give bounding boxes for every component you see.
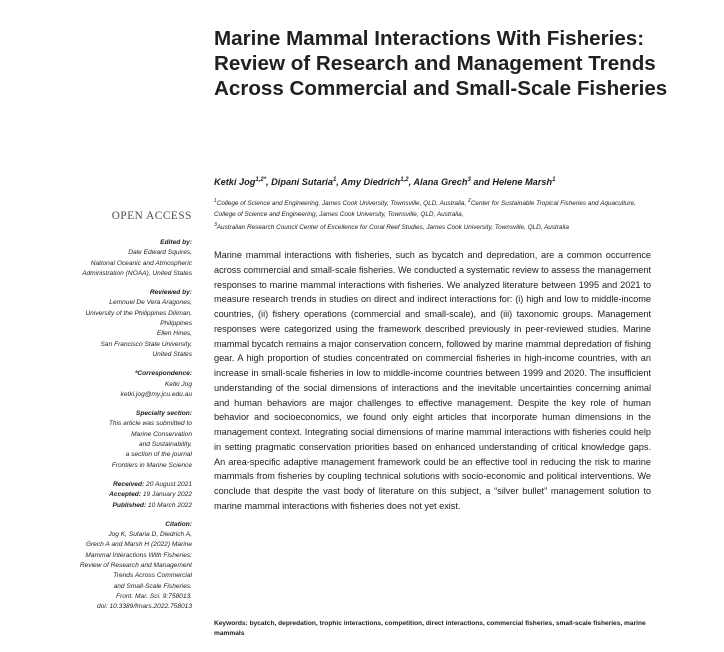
article-sidebar: [70, 209, 192, 613]
author[interactable]: Helene Marsh$^1$: [492, 177, 556, 188]
reviewer-line: San Francisco State University,: [100, 340, 192, 348]
author[interactable]: Alana Grech$^3$: [413, 177, 471, 188]
specialty-line: Marine Conservation: [131, 430, 192, 438]
keywords: [214, 619, 654, 639]
reviewed-by-label: Reviewed by:: [149, 289, 192, 297]
citation-doi-link[interactable]: doi: 10.3389/fmars.2022.758013: [97, 603, 192, 611]
reviewer-line: Lemnuel De Vera Aragones,: [109, 299, 192, 307]
specialty-section-label: Specialty section:: [135, 410, 192, 418]
citation-line: Mammal Interactions With Fisheries:: [85, 551, 192, 559]
specialty-line: and Sustainability,: [138, 441, 192, 449]
author-list: Ketki Jog$^{1,2*}$, Dipani Sutaria$^1$, Amy Diedrich$^{1,2}$, Alana Grech$^3$ and Helene Marsh$^1$: [214, 177, 556, 188]
specialty-line: This article was submitted to: [108, 420, 192, 428]
citation-label: Citation:: [165, 520, 192, 528]
author[interactable]: Ketki Jog$^{1,2*}$: [214, 177, 267, 188]
editor-line: Administration (NOAA), United States: [82, 269, 192, 277]
article-dates: [70, 480, 192, 511]
reviewer-line: Philippines: [160, 320, 192, 328]
citation-line: Review of Research and Management: [79, 562, 192, 570]
keywords-label: Keywords:: [214, 620, 248, 627]
accepted-date: Accepted: 19 January 2022: [109, 491, 192, 499]
reviewer-line: United States: [152, 350, 192, 358]
reviewer-line: Ellen Hines,: [156, 330, 192, 338]
correspondence-name: Ketki Jog: [164, 380, 192, 388]
received-date: Received: 20 August 2021: [113, 480, 192, 488]
author[interactable]: Dipani Sutaria$^1$: [271, 177, 337, 188]
citation-line: Front. Mar. Sci. 9:758013.: [116, 592, 192, 600]
citation-line: Jog K, Sutaria D, Diedrich A,: [108, 531, 192, 539]
citation-line: and Small-Scale Fisheries.: [113, 582, 192, 590]
author[interactable]: Amy Diedrich$^{1,2}$: [341, 177, 409, 188]
editor-line: Dale Edward Squires,: [128, 249, 192, 257]
citation-line: Trends Across Commercial: [113, 572, 192, 580]
correspondence-label: *Correspondence:: [134, 370, 192, 378]
abstract-text: Marine mammal interactions with fisheries, such as bycatch and depredation, are a common occurrence across commercial and small-scale fisheries. We conducted a systematic review to assess the management responses to marine mammal interactions with fisheries. We analyzed literature between 1995 and 2021 to measure research trends in studies on direct and indirect interactions for: (i) high and low to middle-income countries, (ii) fishery operations (commercial and small-scale), and (iii) taxonomic groups. Management responses were categorized using the framework described previously in peer-reviewed studies. Marine mammal bycatch remains a major conservation concern, followed by marine mammal depredation of fishing gear. A high proportion of studies concentrated on commercial fisheries in high-income countries, with an increase in small-scale fisheries in low to middle-income countries between 1999 and 2020. The insufficient understanding of the social dimensions of interactions and the inevitable uncertainties concerning animal and human behaviors are major challenges to effective management. Despite the key role of human behavior and socioeconomics, we found only eight articles that incorporate human dimensions in the management context. Integrating social dimensions of marine mammal interactions with fisheries could help in setting pragmatic conservation priorities based on enhanced understanding of critical knowledge gaps. An area-specific adaptive management framework could be an effective tool in reducing the risk to marine mammals from fisheries by coupling technical solutions with socio-economic and political interventions. We conclude that despite the vast body of literature on this subject, a “silver bullet” management solution to marine mammal interactions with fisheries does not yet exist.: [214, 250, 651, 511]
editor-line: National Oceanic and Atmospheric: [90, 259, 192, 267]
citation-line: Grech A and Marsh H (2022) Marine: [85, 541, 192, 549]
published-date: Published: 10 March 2022: [112, 501, 192, 509]
correspondence-email-link[interactable]: ketki.jog@my.jcu.edu.au: [120, 390, 192, 398]
edited-by-label: Edited by:: [160, 239, 192, 246]
specialty-line: a section of the journal: [125, 451, 192, 459]
reviewer-line: University of the Philippines Diliman,: [85, 309, 192, 317]
affiliations: $^1$College of Science and Engineering, James Cook University, Townsville, QLD, Australia, $^2$Center for Sustainable Tropical Fisheries and Aquaculture, College of Science and Engineering, James Cook University, Townsville, QLD, Australia, $^3$Australian Research Council Center of Excellence for Coral Reef Studies, James Cook University, Townsville, QLD, Australia: [214, 198, 636, 232]
keywords-list: bycatch, depredation, trophic interactions, competition, direct interactions, commercial fisheries, small-scale fisheries, marine mammals: [214, 620, 646, 637]
open-access-badge: OPEN ACCESS: [111, 210, 192, 222]
article-title: Marine Mammal Interactions With Fisheries: Review of Research and Management Trends Across Commercial and Small-Scale Fisheries: [214, 27, 668, 101]
specialty-line: Frontiers in Marine Science: [111, 461, 192, 469]
